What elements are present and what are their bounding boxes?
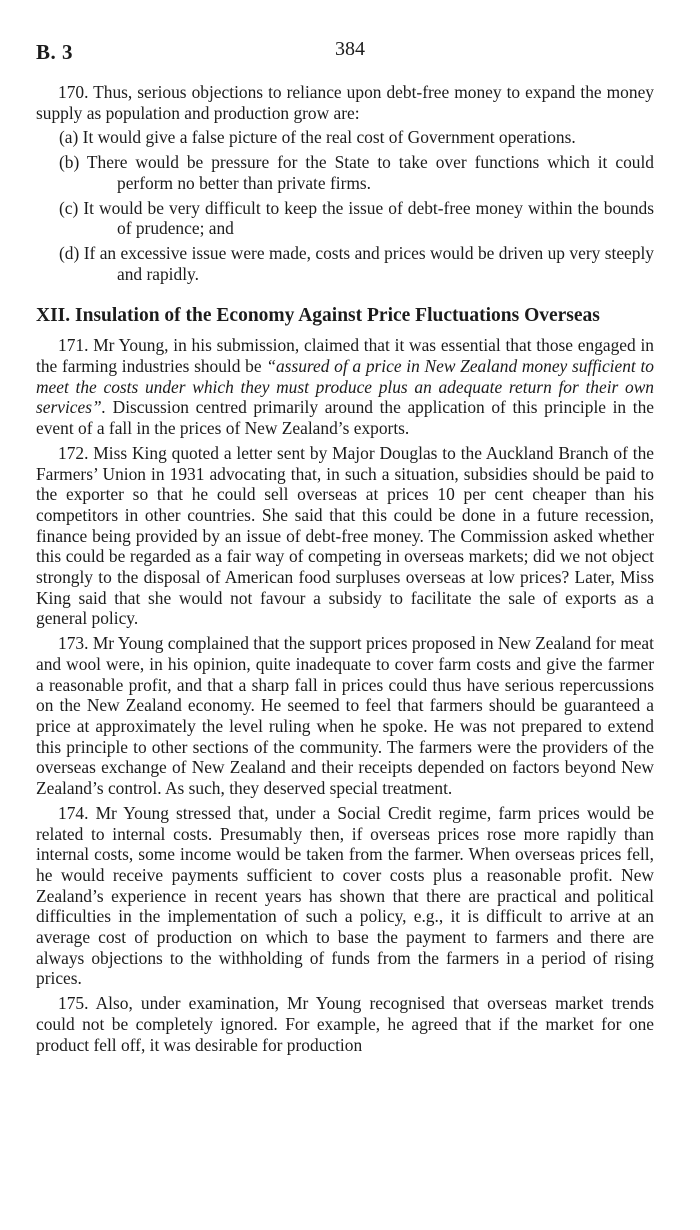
list-item: (b) There would be pressure for the State to take over functions which it could perform no better than private firms. — [59, 152, 654, 193]
paragraph-171-quote: “assured of a price in New Zealand money sufficient to meet the costs under which they must produce plus an adequate return for their own services”. — [36, 356, 654, 418]
document-reference: B. 3 — [36, 40, 74, 64]
list-item: (d) If an excessive issue were made, costs and prices would be driven up very steeply and rapidly. — [59, 242, 654, 284]
paragraph-171-rest: Discussion centred primarily around the application of this principle in the event of a fall in the prices of New Zealand’s exports. — [36, 397, 654, 439]
paragraph-170: 170. Thus, serious objections to reliance upon debt-free money to expand the money supply as population and production grow are: — [36, 82, 654, 123]
page-number: 384 — [335, 38, 365, 60]
section-heading: XII. Insulation of the Economy Against Price Fluctuations Overseas — [36, 305, 600, 327]
document-body — [36, 82, 654, 1059]
objections-list — [36, 127, 654, 284]
list-item: (a) It would give a false picture of the real cost of Government operations. — [59, 127, 576, 148]
paragraph-174: 174. Mr Young stressed that, under a Social Credit regime, farm prices would be related to internal costs. Presumably then, if overseas prices rose more rapidly than internal costs, some income would be taken from the farmer. When overseas prices fell, he would receive payments sufficient to cover costs plus a reasonable profit. New Zealand’s experience in recent years has shown that there are practical and political difficulties in the implementation of such a policy, e.g., it is difficult to arrive at an average cost of production on which to base the payment to farmers and there are always objections to the withholding of funds from the farmers in a period of rising prices. — [36, 802, 654, 989]
paragraph-172: 172. Miss King quoted a letter sent by Major Douglas to the Auckland Branch of the Farmers’ Union in 1931 advocating that, in such a situation, subsidies should be paid to the exporter so that he could sell overseas at prices 10 per cent cheaper than his competitors in other countries. She said that this could be done in a future recession, finance being provided by an issue of debt-free money. The Commission asked whether this could be regarded as a fair way of competing in overseas markets; did we not object strongly to the disposal of American food surpluses overseas at low prices? Later, Miss King said that she would not favour a subsidy to facilitate the sale of exports as a general policy. — [36, 442, 654, 629]
paragraph-171-intro: 171. Mr Young, in his submission, claimed that it was essential that those engaged in the farming industries should be — [36, 335, 654, 377]
paragraph-173: 173. Mr Young complained that the support prices proposed in New Zealand for meat and wool were, in his opinion, quite inadequate to cover farm costs and give the farmer a reasonable profit, and that a sharp fall in prices could thus have serious repercussions on the New Zealand economy. He seemed to feel that farmers should be guaranteed a price at approximately the level ruling when he spoke. He was not prepared to extend this principle to other sections of the community. The farmers were the providers of the overseas exchange of New Zealand and their receipts depended on factors beyond New Zealand’s control. As such, they deserved special treatment. — [36, 633, 654, 799]
paragraph-171 — [36, 335, 654, 439]
paragraph-175: 175. Also, under examination, Mr Young recognised that overseas market trends could not be completely ignored. For example, he agreed that if the market for one product fell off, it was desirable for production — [36, 993, 654, 1055]
list-item: (c) It would be very difficult to keep the issue of debt-free money within the bounds of prudence; and — [59, 197, 654, 239]
